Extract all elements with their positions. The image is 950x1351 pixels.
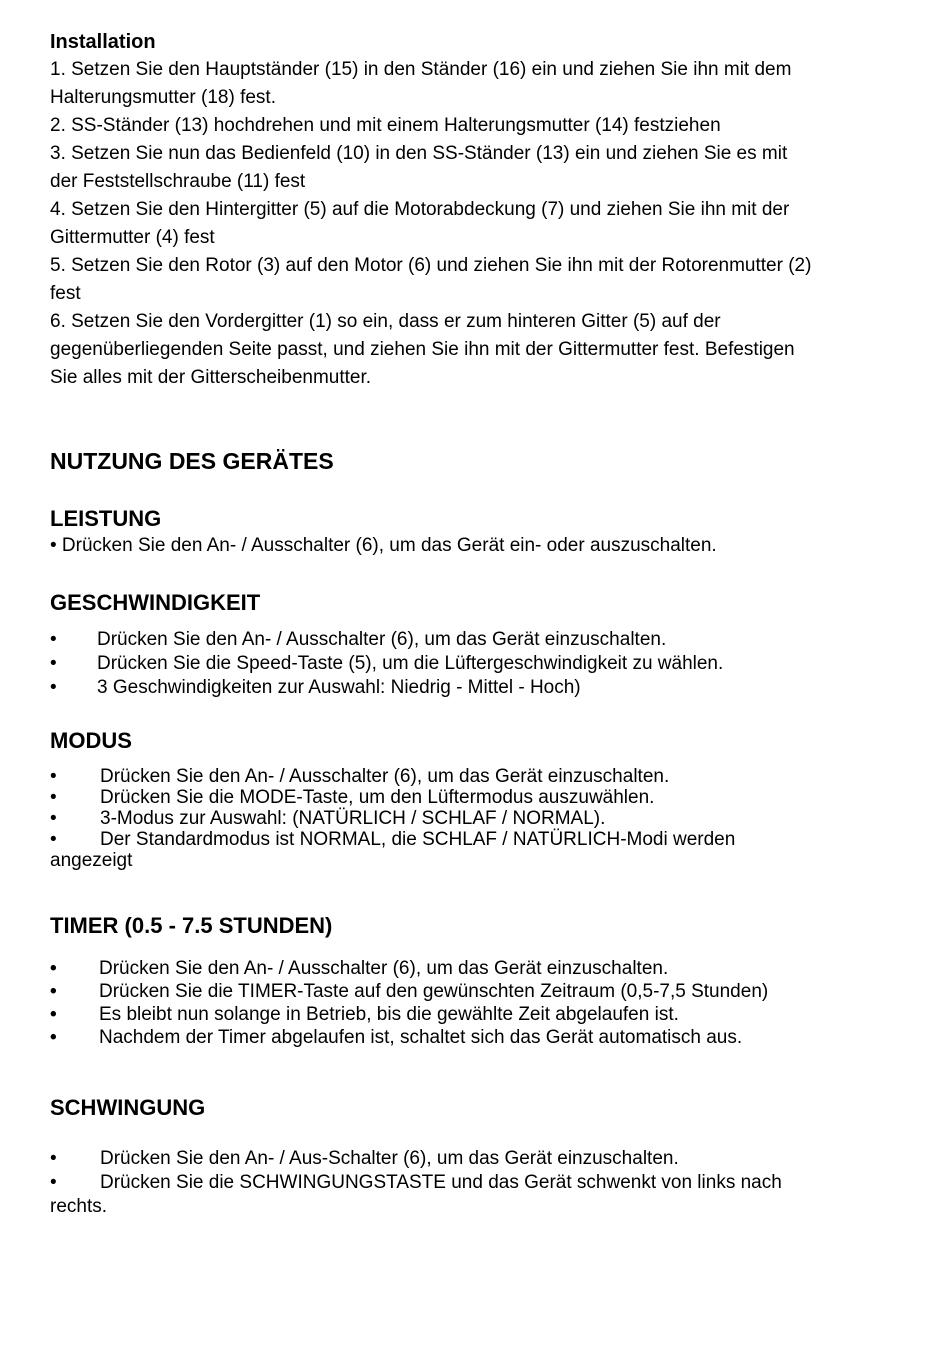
bullet-icon: • <box>50 1172 57 1193</box>
list-item <box>50 1147 910 1171</box>
list-item-text: Drücken Sie den An- / Ausschalter (6), um das Gerät einzuschalten. <box>99 958 669 979</box>
list-item <box>50 628 910 652</box>
list-item-text: Drücken Sie die TIMER-Taste auf den gewünschten Zeitraum (0,5-7,5 Stunden) <box>99 981 769 1002</box>
bullet-icon: • <box>50 1004 57 1025</box>
list-item-continuation: angezeigt <box>50 850 133 871</box>
installation-line: gegenüberliegenden Seite passt, und ziehen Sie ihn mit der Gittermutter fest. Befestigen <box>50 339 795 360</box>
modus-list <box>50 766 910 871</box>
bullet-icon: • <box>50 981 57 1002</box>
installation-line: 1. Setzen Sie den Hauptständer (15) in den Ständer (16) ein und ziehen Sie ihn mit dem <box>50 59 792 80</box>
list-item-text: Drücken Sie die MODE-Taste, um den Lüftermodus auszuwählen. <box>100 787 655 808</box>
timer-list <box>50 957 910 1049</box>
bullet-icon: • <box>50 787 57 808</box>
bullet-icon: • <box>50 766 57 787</box>
list-item <box>50 766 910 787</box>
installation-line: 6. Setzen Sie den Vordergitter (1) so ein, dass er zum hinteren Gitter (5) auf der <box>50 311 721 332</box>
list-item-text: 3-Modus zur Auswahl: (NATÜRLICH / SCHLAF / NORMAL). <box>100 808 606 829</box>
list-item-text: Drücken Sie den An- / Ausschalter (6), um das Gerät einzuschalten. <box>97 629 667 650</box>
list-item-text: Drücken Sie die SCHWINGUNGSTASTE und das Gerät schwenkt von links nach <box>100 1172 782 1193</box>
geschwindigkeit-heading: GESCHWINDIGKEIT <box>50 590 261 615</box>
list-item-text: Nachdem der Timer abgelaufen ist, schaltet sich das Gerät automatisch aus. <box>99 1027 743 1048</box>
geschwindigkeit-list <box>50 628 910 700</box>
installation-line: Gittermutter (4) fest <box>50 227 215 248</box>
usage-heading: NUTZUNG DES GERÄTES <box>50 448 334 474</box>
list-item <box>50 1026 910 1049</box>
list-item <box>50 1171 910 1195</box>
installation-line: 4. Setzen Sie den Hintergitter (5) auf die Motorabdeckung (7) und ziehen Sie ihn mit der <box>50 199 790 220</box>
leistung-text: • Drücken Sie den An- / Ausschalter (6), um das Gerät ein- oder auszuschalten. <box>50 535 717 556</box>
list-item <box>50 652 910 676</box>
bullet-icon: • <box>50 829 57 850</box>
bullet-icon: • <box>50 808 57 829</box>
installation-steps <box>50 56 910 392</box>
bullet-icon: • <box>50 653 57 674</box>
list-item-text: 3 Geschwindigkeiten zur Auswahl: Niedrig - Mittel - Hoch) <box>97 677 581 698</box>
list-item <box>50 1003 910 1026</box>
installation-line: Halterungsmutter (18) fest. <box>50 87 276 108</box>
installation-heading: Installation <box>50 31 156 53</box>
list-item <box>50 676 910 700</box>
bullet-icon: • <box>50 677 57 698</box>
schwingung-heading: SCHWINGUNG <box>50 1095 206 1120</box>
installation-line: der Feststellschraube (11) fest <box>50 171 306 192</box>
timer-heading: TIMER (0.5 - 7.5 STUNDEN) <box>50 913 333 938</box>
installation-line: 3. Setzen Sie nun das Bedienfeld (10) in den SS-Ständer (13) ein und ziehen Sie es mit <box>50 143 788 164</box>
list-item <box>50 829 910 850</box>
list-item-continuation: rechts. <box>50 1196 108 1217</box>
list-item <box>50 808 910 829</box>
leistung-heading: LEISTUNG <box>50 506 162 531</box>
list-item-text: Der Standardmodus ist NORMAL, die SCHLAF / NATÜRLICH-Modi werden <box>100 829 736 850</box>
schwingung-list <box>50 1147 910 1219</box>
list-item-text: Drücken Sie den An- / Aus-Schalter (6), um das Gerät einzuschalten. <box>100 1148 679 1169</box>
installation-line: 2. SS-Ständer (13) hochdrehen und mit einem Halterungsmutter (14) festziehen <box>50 115 721 136</box>
list-item-text: Es bleibt nun solange in Betrieb, bis die gewählte Zeit abgelaufen ist. <box>99 1004 679 1025</box>
list-item <box>50 957 910 980</box>
bullet-icon: • <box>50 1027 57 1048</box>
list-item-text: Drücken Sie den An- / Ausschalter (6), um das Gerät einzuschalten. <box>100 766 670 787</box>
bullet-icon: • <box>50 1148 57 1169</box>
installation-line: 5. Setzen Sie den Rotor (3) auf den Motor (6) und ziehen Sie ihn mit der Rotorenmutter (2) <box>50 255 812 276</box>
document-page <box>50 28 910 1219</box>
list-item <box>50 980 910 1003</box>
list-item-text: Drücken Sie die Speed-Taste (5), um die Lüftergeschwindigkeit zu wählen. <box>97 653 724 674</box>
list-item <box>50 787 910 808</box>
installation-line: Sie alles mit der Gitterscheibenmutter. <box>50 367 372 388</box>
modus-heading: MODUS <box>50 728 132 753</box>
installation-line: fest <box>50 283 81 304</box>
bullet-icon: • <box>50 958 57 979</box>
bullet-icon: • <box>50 629 57 650</box>
